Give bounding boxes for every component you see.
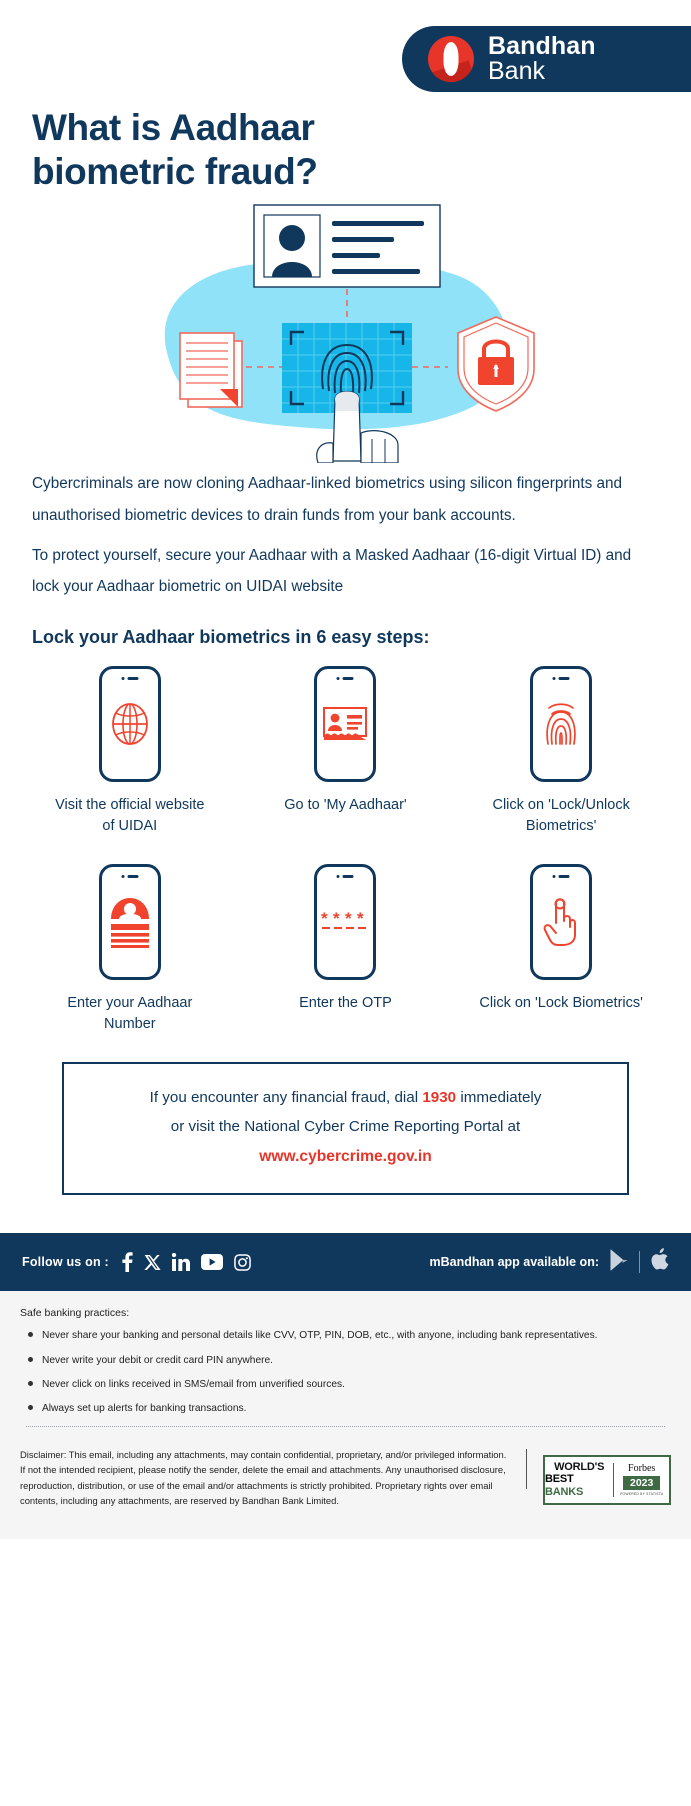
practices-title: Safe banking practices: [20, 1307, 130, 1320]
instagram-icon[interactable] [234, 1254, 251, 1271]
phone-frame [314, 864, 376, 980]
apple-app-store-icon[interactable] [650, 1248, 669, 1276]
svg-text:*: * [357, 909, 365, 928]
phone-notch-icon [121, 875, 138, 879]
step-2-label: Go to 'My Aadhaar' [284, 796, 407, 813]
badge-sub-text: POWERED BY STATISTA [620, 1492, 664, 1497]
fraud-alert-wrapper [0, 1036, 691, 1196]
cybercrime-portal-link[interactable]: www.cybercrime.gov.in [259, 1148, 432, 1166]
youtube-icon[interactable] [201, 1254, 223, 1270]
intro-paragraph-2: To protect yourself, secure your Aadhaar with a Masked Aadhaar (16-digit Virtual ID) and lock your Aadhaar biometric on UIDAI website [32, 546, 632, 596]
app-available-label: mBandhan app available on: [429, 1255, 599, 1270]
step-5 [238, 864, 454, 1036]
safe-banking-practices [0, 1291, 691, 1432]
social-footer-bar [0, 1233, 691, 1291]
step-4 [22, 864, 238, 1036]
google-play-icon[interactable] [609, 1249, 629, 1276]
phone-frame [530, 666, 592, 782]
phone-frame [99, 864, 161, 980]
phone-frame [530, 864, 592, 980]
practice-item: Always set up alerts for banking transactions. [20, 1401, 671, 1416]
phone-notch-icon [121, 677, 138, 681]
bandhan-leaf-mark-icon [428, 36, 474, 82]
step-4-label: Enter your Aadhaar Number [67, 994, 193, 1033]
step-5-label: Enter the OTP [299, 994, 392, 1011]
phone-notch-icon [337, 875, 354, 879]
id-card-icon [323, 707, 367, 741]
steps-row-gap [453, 844, 669, 858]
facebook-icon[interactable] [121, 1252, 133, 1272]
logo-wordmark [488, 31, 596, 85]
logo-line-2: Bank [488, 57, 545, 85]
fingerprint-icon [543, 702, 579, 746]
biometric-fraud-illustration-svg [136, 193, 556, 463]
step-2 [238, 666, 454, 838]
badge-best-banks-text [545, 1473, 613, 1498]
alert-line-2: or visit the National Cyber Crime Reporting Portal at [170, 1118, 521, 1136]
page-title [0, 100, 691, 193]
step-6 [453, 864, 669, 1036]
badge-left [545, 1457, 613, 1503]
steps-row-gap [22, 844, 238, 858]
svg-text:*: * [345, 909, 353, 928]
svg-text:*: * [321, 909, 329, 928]
badge-banks-text: BANKS [545, 1485, 584, 1498]
badge-best-text: BEST [545, 1473, 574, 1486]
phone-frame [314, 666, 376, 782]
globe-icon [111, 702, 149, 746]
intro-paragraph-1: Cybercriminals are now cloning Aadhaar-linked biometrics using silicon fingerprints and unauthorised biometric devices to drain funds from your bank accounts. [32, 475, 623, 524]
header-logo-bar [0, 0, 691, 100]
badge-worlds-text: WORLD'S [554, 1461, 605, 1474]
disclaimer-text: Disclaimer: This email, including any attachments, may contain confidential, proprietary, and/or privileged information. If not the intended recipient, please notify the sender, delete the email and attachments. Any unauthorised disclosure, reproduction, distribution, or use of the email and/or attachments is strictly prohibited. Proprietary rights over email contents, including any attachments, are reserved by Bandhan Bank Limited. [20, 1448, 507, 1507]
follow-us-label: Follow us on : [22, 1255, 109, 1270]
bandhan-bank-logo [402, 26, 691, 92]
disclaimer-zone [0, 1433, 691, 1539]
phone-notch-icon [553, 875, 570, 879]
steps-row-gap [238, 844, 454, 858]
badge-forbes-text: Forbes [628, 1463, 656, 1475]
alert-line-1 [82, 1083, 609, 1113]
alert-line-1-prefix: If you encounter any financial fraud, dial [149, 1088, 423, 1106]
otp-asterisks-icon [321, 910, 369, 934]
x-twitter-icon[interactable] [144, 1254, 161, 1271]
user-profile-icon [109, 896, 151, 948]
alert-line-1-suffix: immediately [456, 1088, 542, 1106]
badge-year-text: 2023 [623, 1476, 660, 1490]
practice-item: Never share your banking and personal details like CVV, OTP, PIN, DOB, etc., with anyone, including bank representatives. [20, 1328, 671, 1343]
phone-notch-icon [553, 677, 570, 681]
phone-frame [99, 666, 161, 782]
page-title-line-1: What is Aadhaar [32, 107, 315, 148]
tap-hand-icon [543, 897, 579, 947]
step-1-label: Visit the official website of UIDAI [55, 796, 205, 835]
step-1 [22, 666, 238, 838]
footer-divider [639, 1251, 640, 1273]
fraud-alert-box [62, 1062, 629, 1196]
practice-item: Never write your debit or credit card PIN anywhere. [20, 1353, 671, 1368]
forbes-worlds-best-banks-badge [543, 1455, 671, 1505]
practice-item: Never click on links received in SMS/email from unverified sources. [20, 1377, 671, 1392]
disclaimer-divider [526, 1449, 527, 1489]
step-6-label: Click on 'Lock Biometrics' [479, 994, 643, 1011]
steps-grid [0, 648, 691, 1036]
step-3 [453, 666, 669, 838]
badge-right [614, 1457, 669, 1503]
app-store-icons-group [609, 1248, 669, 1276]
logo-line-1: Bandhan [488, 31, 596, 60]
hero-illustration [0, 193, 691, 468]
documents-icon [180, 333, 242, 407]
helpline-number: 1930 [422, 1088, 457, 1106]
intro-copy [0, 468, 691, 603]
svg-text:*: * [333, 909, 341, 928]
social-icons-group [121, 1252, 251, 1272]
phone-notch-icon [337, 677, 354, 681]
step-3-label: Click on 'Lock/Unlock Biometrics' [492, 796, 630, 835]
page-title-line-2: biometric fraud? [32, 150, 318, 192]
practices-list [20, 1328, 671, 1416]
linkedin-icon[interactable] [172, 1253, 190, 1271]
dotted-divider [26, 1426, 665, 1427]
steps-heading: Lock your Aadhaar biometrics in 6 easy steps: [32, 626, 430, 647]
